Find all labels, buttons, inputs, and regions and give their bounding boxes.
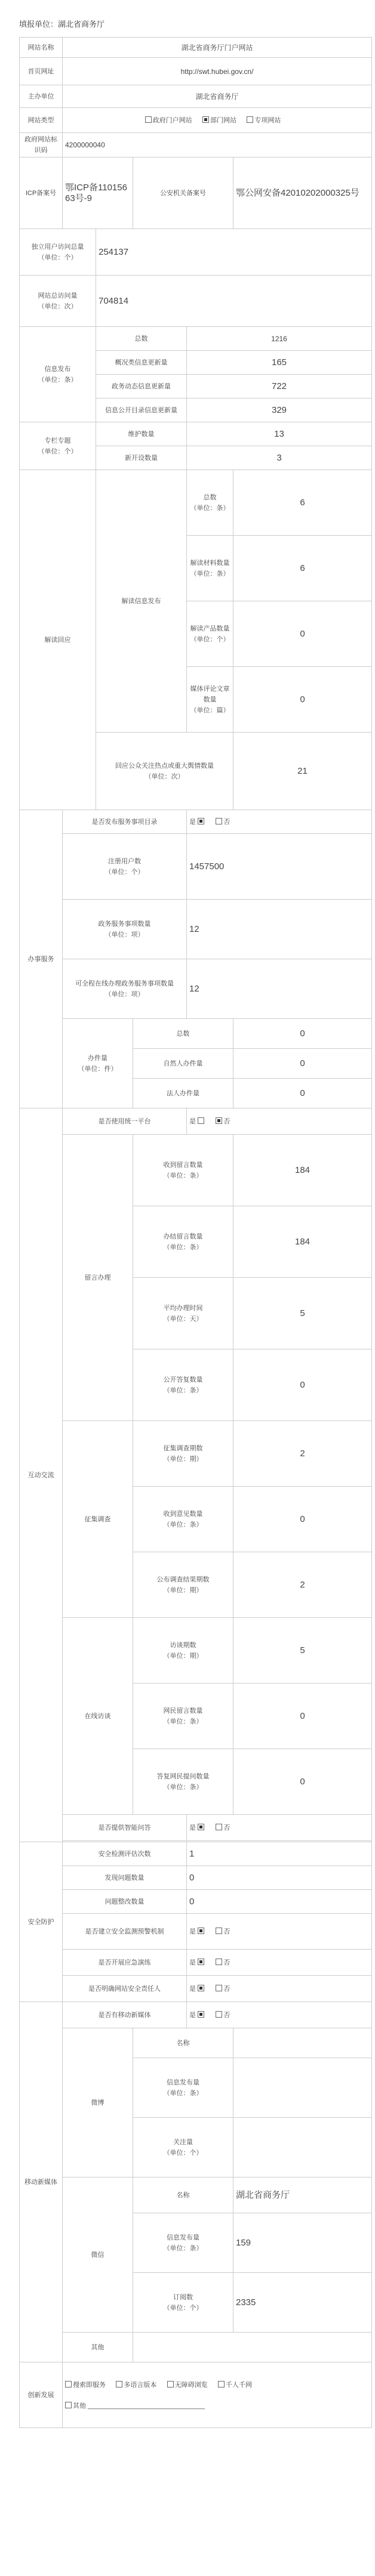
online-value: 12 [187, 959, 372, 1019]
weibo-label: 微博 [63, 2028, 133, 2177]
mobile-other-value [133, 2333, 372, 2362]
innovation-option[interactable]: 多语言版本 [116, 2380, 156, 2390]
table-row [20, 900, 372, 959]
interpret-row-label: 解读材料数量 （单位：条） [187, 536, 233, 601]
mobile-label: 移动新媒体 [20, 2002, 63, 2362]
table-row [20, 1914, 372, 1950]
innovation-option[interactable]: 搜索即服务 [65, 2380, 106, 2390]
security-row-value: 0 [187, 1866, 372, 1890]
no-option[interactable]: 否 [216, 1957, 230, 1968]
yes-option[interactable]: 是 [189, 817, 205, 827]
survey-row-value: 2 [233, 1552, 372, 1618]
survey-label: 征集调查 [63, 1421, 133, 1618]
row-publish-total [20, 327, 372, 351]
table-row [20, 2362, 372, 2428]
checkbox-icon [216, 1985, 222, 1991]
row-homepage [20, 58, 372, 85]
site-name-value: 湖北省商务厅门户网站 [63, 38, 372, 58]
handled-row-value: 0 [233, 1079, 372, 1108]
interpret-row-value: 6 [233, 536, 372, 601]
security-check-options [187, 1914, 372, 1950]
yes-option[interactable]: 是 [189, 1926, 205, 1937]
checkbox-checked-icon [198, 1959, 204, 1965]
police-value: 鄂公网安备42010202000325号 [233, 157, 372, 229]
security-row-label: 问题整改数量 [63, 1890, 187, 1914]
msg-row-value: 184 [233, 1135, 372, 1206]
unified-options [187, 1108, 372, 1135]
survey-row-value: 2 [233, 1421, 372, 1487]
table-row [20, 1019, 372, 1049]
table-row [20, 1976, 372, 2002]
homepage-label: 首页网址 [20, 58, 63, 85]
homepage-value: http://swt.hubei.gov.cn/ [63, 58, 372, 85]
msg-row-label: 办结留言数量 （单位：条） [133, 1206, 233, 1278]
site-type-options [63, 108, 372, 133]
weibo-row-value [233, 2118, 372, 2177]
checkbox-checked-icon [198, 1928, 204, 1934]
handled-row-label: 自然人办件量 [133, 1049, 233, 1079]
checkbox-icon [247, 116, 253, 123]
online-label: 可全程在线办理政务服务事项数量 （单位：项） [63, 959, 187, 1019]
site-name-label: 网站名称 [20, 38, 63, 58]
interpret-row-value: 6 [233, 470, 372, 536]
users-label: 注册用户数 （单位：个） [63, 834, 187, 900]
site-type-option[interactable]: 专项网站 [247, 115, 281, 126]
weibo-row-label: 关注量 （单位：个） [133, 2118, 233, 2177]
interview-row-label: 答复网民提问数量 （单位：条） [133, 1749, 233, 1815]
visitors-value: 254137 [96, 229, 372, 276]
publish-row-value: 165 [187, 351, 372, 375]
interview-row-value: 0 [233, 1749, 372, 1815]
no-option[interactable]: 否 [216, 1926, 230, 1937]
no-option[interactable]: 否 [216, 817, 230, 827]
no-option[interactable]: 否 [216, 1984, 230, 1994]
innovation-option[interactable]: 无障碍浏览 [167, 2380, 208, 2390]
checkbox-icon [116, 2381, 122, 2387]
checkbox-icon [167, 2381, 174, 2387]
table-row [20, 1618, 372, 1684]
msg-row-value: 0 [233, 1349, 372, 1421]
interaction-label: 互动交流 [20, 1108, 63, 1842]
checkbox-icon [216, 2011, 222, 2018]
handled-row-value: 0 [233, 1019, 372, 1049]
items-label: 政务服务事项数量 （单位：项） [63, 900, 187, 959]
weibo-row-value [233, 2058, 372, 2118]
columns-row-label: 新开设数量 [96, 446, 187, 470]
security-row-value: 0 [187, 1890, 372, 1914]
table-row [20, 1866, 372, 1890]
checkbox-icon [216, 818, 222, 824]
interpret-row-value: 0 [233, 667, 372, 733]
checkbox-checked-icon [202, 116, 209, 123]
service-label: 办事服务 [20, 810, 63, 1108]
row-site-code [20, 133, 372, 157]
handled-label: 办件量 （单位：件） [63, 1019, 133, 1108]
table-row [20, 959, 372, 1019]
no-option[interactable]: 否 [216, 1116, 230, 1127]
publish-total-label: 总数 [96, 327, 187, 351]
security-check-label: 是否明确网站安全责任人 [63, 1976, 187, 2002]
interpret-sub-label: 解读信息发布 [96, 470, 187, 733]
report-header [0, 0, 375, 37]
site-type-option[interactable]: 政府门户网站 [145, 115, 192, 126]
police-label: 公安机关备案号 [133, 157, 233, 229]
checkbox-icon [65, 2402, 72, 2408]
survey-row-label: 收到意见数量 （单位：条） [133, 1487, 233, 1552]
weibo-row-label: 信息发布量 （单位：条） [133, 2058, 233, 2118]
innovation-other-option[interactable]: 其他 ________________________________ [65, 2401, 205, 2411]
innovation-options [63, 2362, 372, 2428]
host-label: 主办单位 [20, 85, 63, 108]
wechat-row-label: 订阅数 （单位：个） [133, 2273, 233, 2333]
checkbox-icon [198, 1117, 204, 1124]
interview-row-label: 网民留言数量 （单位：条） [133, 1684, 233, 1749]
handled-row-value: 0 [233, 1049, 372, 1079]
security-check-options [187, 1976, 372, 2002]
msg-row-value: 184 [233, 1206, 372, 1278]
mobile-flag-options [187, 2002, 372, 2028]
checkbox-checked-icon [198, 818, 204, 824]
smart-options [187, 1815, 372, 1841]
innovation-option[interactable]: 千人千网 [218, 2380, 252, 2390]
interpret-label: 解读回应 [20, 470, 96, 810]
interpret-row-value: 0 [233, 601, 372, 667]
visits-value: 704814 [96, 276, 372, 327]
site-type-option[interactable]: 部门网站 [202, 115, 236, 126]
publish-row-label: 概况类信息更新量 [96, 351, 187, 375]
columns-row-value: 13 [187, 422, 372, 446]
msg-row-label: 平均办理时间 （单位：天） [133, 1278, 233, 1349]
checkbox-icon [216, 1928, 222, 1934]
site-code-label: 政府网站标识码 [20, 133, 63, 157]
checkbox-checked-icon [216, 1117, 222, 1124]
wechat-row-value: 2335 [233, 2273, 372, 2333]
publish-row-label: 政务动态信息更新量 [96, 375, 187, 399]
visitors-label: 独立用户访问总量 （单位：个） [20, 229, 96, 276]
host-value: 湖北省商务厅 [63, 85, 372, 108]
publish-row-value: 329 [187, 399, 372, 422]
wechat-row-label: 信息发布量 （单位：条） [133, 2213, 233, 2273]
table-row [20, 2028, 372, 2058]
wechat-row-value: 湖北省商务厅 [233, 2177, 372, 2213]
unified-label: 是否使用统一平台 [63, 1108, 187, 1135]
survey-row-value: 0 [233, 1487, 372, 1552]
wechat-row-value: 159 [233, 2213, 372, 2273]
interpret-row-label: 媒体评论文章数量 （单位：篇） [187, 667, 233, 733]
msg-row-label: 收到留言数量 （单位：条） [133, 1135, 233, 1206]
catalog-label: 是否发布服务事项目录 [63, 810, 187, 834]
row-host [20, 85, 372, 108]
table-row [20, 470, 372, 536]
no-option[interactable]: 否 [216, 2010, 230, 2021]
survey-row-label: 公布调查结果期数 （单位：期） [133, 1552, 233, 1618]
columns-label: 专栏专题 （单位：个） [20, 422, 96, 470]
visits-label: 网站总访问量 （单位：次） [20, 276, 96, 327]
security-check-options [187, 1950, 372, 1976]
table-row [20, 1950, 372, 1976]
interpret-row-label: 解读产品数量 （单位：个） [187, 601, 233, 667]
security-row-value: 1 [187, 1842, 372, 1866]
row-visits [20, 276, 372, 327]
table-row [20, 422, 372, 446]
table-row [20, 1815, 372, 1841]
mobile-flag-label: 是否有移动新媒体 [63, 2002, 187, 2028]
columns-row-label: 维护数量 [96, 422, 187, 446]
icp-value: 鄂ICP备11015663号-9 [63, 157, 133, 229]
filling-unit: 填报单位：湖北省商务厅 [19, 20, 105, 29]
table-row [20, 1842, 372, 1866]
checkbox-icon [216, 1959, 222, 1965]
website-report-table [19, 37, 372, 2428]
publish-label: 信息发布 （单位：条） [20, 327, 96, 422]
no-option[interactable]: 否 [216, 1823, 230, 1833]
security-row-label: 安全检测评估次数 [63, 1842, 187, 1866]
table-row [20, 1421, 372, 1487]
site-code-value: 4200000040 [63, 133, 372, 157]
users-value: 1457500 [187, 834, 372, 900]
catalog-options [187, 810, 372, 834]
checkbox-icon [216, 1824, 222, 1830]
yes-option[interactable]: 是 [189, 1823, 205, 1833]
table-row [20, 2333, 372, 2362]
security-label: 安全防护 [20, 1842, 63, 2002]
interpret-row-label: 总数 （单位：条） [187, 470, 233, 536]
checkbox-checked-icon [198, 2011, 204, 2018]
table-row [20, 2177, 372, 2213]
yes-option[interactable]: 是 [189, 2010, 205, 2021]
handled-row-label: 法人办件量 [133, 1079, 233, 1108]
interview-row-value: 0 [233, 1684, 372, 1749]
security-row-label: 发现问题数量 [63, 1866, 187, 1890]
wechat-row-label: 名称 [133, 2177, 233, 2213]
security-check-label: 是否开展应急演练 [63, 1950, 187, 1976]
survey-row-label: 征集调查期数 （单位：期） [133, 1421, 233, 1487]
checkbox-checked-icon [198, 1985, 204, 1991]
checkbox-checked-icon [198, 1824, 204, 1830]
icp-label: ICP备案号 [20, 157, 63, 229]
msg-label: 留言办理 [63, 1135, 133, 1421]
interview-row-value: 5 [233, 1618, 372, 1684]
table-row [20, 2002, 372, 2028]
msg-row-label: 公开答复数量 （单位：条） [133, 1349, 233, 1421]
table-row [20, 834, 372, 900]
publish-total-value: 1216 [187, 327, 372, 351]
table-row [20, 1890, 372, 1914]
interview-row-label: 访谈期数 （单位：期） [133, 1618, 233, 1684]
respond-label: 回应公众关注热点或重大舆情数量 （单位：次） [96, 733, 233, 810]
respond-value: 21 [233, 733, 372, 810]
handled-row-label: 总数 [133, 1019, 233, 1049]
yes-option[interactable]: 是 [189, 1984, 205, 1994]
items-value: 12 [187, 900, 372, 959]
checkbox-icon [145, 116, 152, 123]
wechat-label: 微信 [63, 2177, 133, 2333]
publish-row-label: 信息公开目录信息更新量 [96, 399, 187, 422]
table-row [20, 810, 372, 834]
smart-label: 是否提供智能问答 [63, 1815, 187, 1841]
msg-row-value: 5 [233, 1278, 372, 1349]
table-row [20, 1135, 372, 1206]
row-icp [20, 157, 372, 229]
table-row [20, 1108, 372, 1135]
innovation-label: 创新发展 [20, 2362, 63, 2428]
checkbox-icon [218, 2381, 225, 2387]
mobile-other-label: 其他 [63, 2333, 133, 2362]
publish-row-value: 722 [187, 375, 372, 399]
columns-row-value: 3 [187, 446, 372, 470]
row-visitors [20, 229, 372, 276]
checkbox-icon [65, 2381, 72, 2387]
row-site-name [20, 38, 372, 58]
yes-option[interactable]: 是 [189, 1957, 205, 1968]
interview-label: 在线访谈 [63, 1618, 133, 1815]
security-check-label: 是否建立安全监测预警机制 [63, 1914, 187, 1950]
weibo-row-label: 名称 [133, 2028, 233, 2058]
row-site-type [20, 108, 372, 133]
yes-option[interactable]: 是 [189, 1116, 205, 1127]
weibo-row-value [233, 2028, 372, 2058]
site-type-label: 网站类型 [20, 108, 63, 133]
